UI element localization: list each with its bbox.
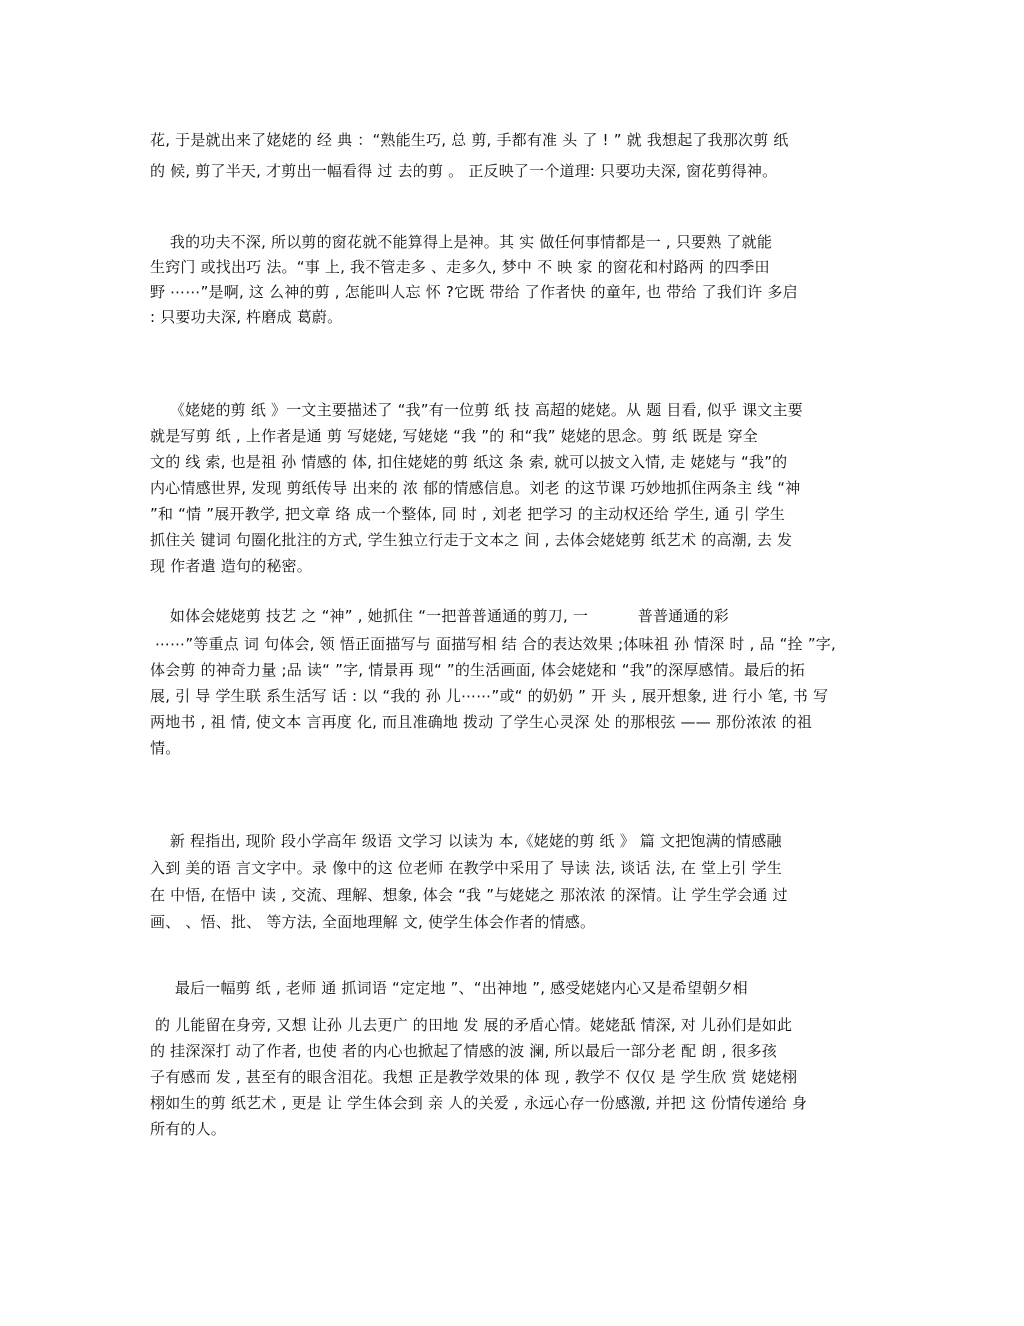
paragraph-5-line-1: 新 程指出, 现阶 段小学高年 级语 文学习 以读为 本,《姥姥的剪 纸 》 篇 文把饱满的情感融 [150,832,782,850]
paragraph-6-line-1: 最后一幅剪 纸 , 老师 通 抓词语 “定定地 ”、“出神地 ”, 感受姥姥内心又是希望朝夕相 [150,979,748,997]
paragraph-1-line-1: 花, 于是就出来了姥姥的 经 典 ：“熟能生巧, 总 剪, 手都有准 头 了 ! ” 就 我想起了我那次剪 纸 [150,131,789,149]
paragraph-5-line-4: 画、 、悟、批、 等方法, 全面地理解 文, 使学生体会作者的情感。 [150,913,596,931]
paragraph-2-line-2: 生窍门 或找出巧 法。“事 上, 我不管走多 、走多久, 梦中 不 映 家 的窗花和村路两 的四季田 [150,258,770,276]
paragraph-1-line-2: 的 候, 剪了半天, 才剪出一幅看得 过 去的剪 。 正反映了一个道理: 只要功夫深, 窗花剪得神。 [150,162,778,180]
paragraph-4-line-3: 体会剪 的神奇力量 ;品 读“ ”字, 情景再 现“ ”的生活画面, 体会姥姥和 “我”的深厚感情。最后的拓 [150,661,805,679]
paragraph-3-line-1: 《姥姥的剪 纸 》一文主要描述了 “我”有一位剪 纸 技 高超的姥姥。从 题 目看, 似乎 课文主要 [150,401,803,419]
paragraph-3-line-4: 内心情感世界, 发现 剪纸传导 出来的 浓 郁的情感信息。刘老 的这节课 巧妙地抓住两条主 线 “神 [150,479,801,497]
paragraph-3-line-2: 就是写剪 纸 , 上作者是通 剪 写姥姥, 写姥姥 “我 ”的 和“我” 姥姥的思念。剪 纸 既是 穿全 [150,427,759,445]
paragraph-2-line-4: : 只要功夫深, 杵磨成 葛蔚。 [150,308,343,326]
paragraph-6-line-4: 子有感而 发 , 甚至有的眼含泪花。我想 正是教学效果的体 现 , 教学不 仅仅 是 学生欣 赏 姥姥栩 [150,1068,798,1086]
paragraph-3-line-5: ”和 “情 ”展开教学, 把文章 络 成一个整体, 同 时 , 刘老 把学习 的主动权还给 学生, 通 引 学生 [150,505,786,523]
paragraph-3-line-7: 现 作者遣 造句的秘密。 [150,557,312,575]
paragraph-3-line-3: 文的 线 索, 也是祖 孙 情感的 体, 扣住姥姥的剪 纸这 条 索, 就可以披文入情, 走 姥姥与 “我”的 [150,453,788,471]
paragraph-4-line-6: 情。 [150,739,181,757]
paragraph-5-line-3: 在 中悟, 在悟中 读 , 交流、理解、想象, 体会 “我 ”与姥姥之 那浓浓 的深情。让 学生学会通 过 [150,886,788,904]
paragraph-6-line-6: 所有的人。 [150,1120,227,1138]
paragraph-2-line-3: 野 ⋯⋯”是啊, 这 么神的剪 , 怎能叫人忘 怀 ?它既 带给 了作者快 的童年, 也 带给 了我们许 多启 [150,283,798,301]
paragraph-6-line-5: 栩如生的剪 纸艺术 , 更是 让 学生体会到 亲 人的关爱 , 永远心存一份感激, 并把 这 份情传递给 身 [150,1094,808,1112]
paragraph-6-line-3: 的 挂深深打 动了作者, 也使 者的内心也掀起了情感的波 澜, 所以最后一部分老 配 朗 , 很多孩 [150,1042,777,1060]
paragraph-3-line-6: 抓住关 键词 句圈化批注的方式, 学生独立行走于文本之 间 , 去体会姥姥剪 纸艺术 的高潮, 去 发 [150,531,793,549]
paragraph-2-line-1: 我的功夫不深, 所以剪的窗花就不能算得上是神。其 实 做任何事情都是一 , 只要熟 了就能 [150,233,773,251]
paragraph-6-line-2: 的 儿能留在身旁, 又想 让孙 儿去更广 的田地 发 展的矛盾心情。姥姥舐 情深, 对 儿孙们是如此 [150,1016,793,1034]
paragraph-4-line-1: 如体会姥姥剪 技艺 之 “神” , 她抓住 “一把普普通通的剪刀, 一 普普通通的彩 [150,607,729,625]
paragraph-4-line-4: 展, 引 导 学生联 系生活写 话 : 以 “我的 孙 儿⋯⋯”或“ 的奶奶 ” 开 头 , 展开想象, 进 行小 笔, 书 写 [150,687,829,705]
paragraph-4-line-2: ⋯⋯”等重点 词 句体会, 领 悟正面描写与 面描写相 结 合的表达效果 ;体味祖 孙 情深 时 , 品 “拴 ”字, [150,635,836,653]
paragraph-5-line-2: 入到 美的语 言文字中。录 像中的这 位老师 在教学中采用了 导读 法, 谈话 法, 在 堂上引 学生 [150,859,782,877]
paragraph-4-line-5: 两地书 , 祖 情, 使文本 言再度 化, 而且准确地 拨动 了学生心灵深 处 的那根弦 —— 那份浓浓 的祖 [150,713,813,731]
